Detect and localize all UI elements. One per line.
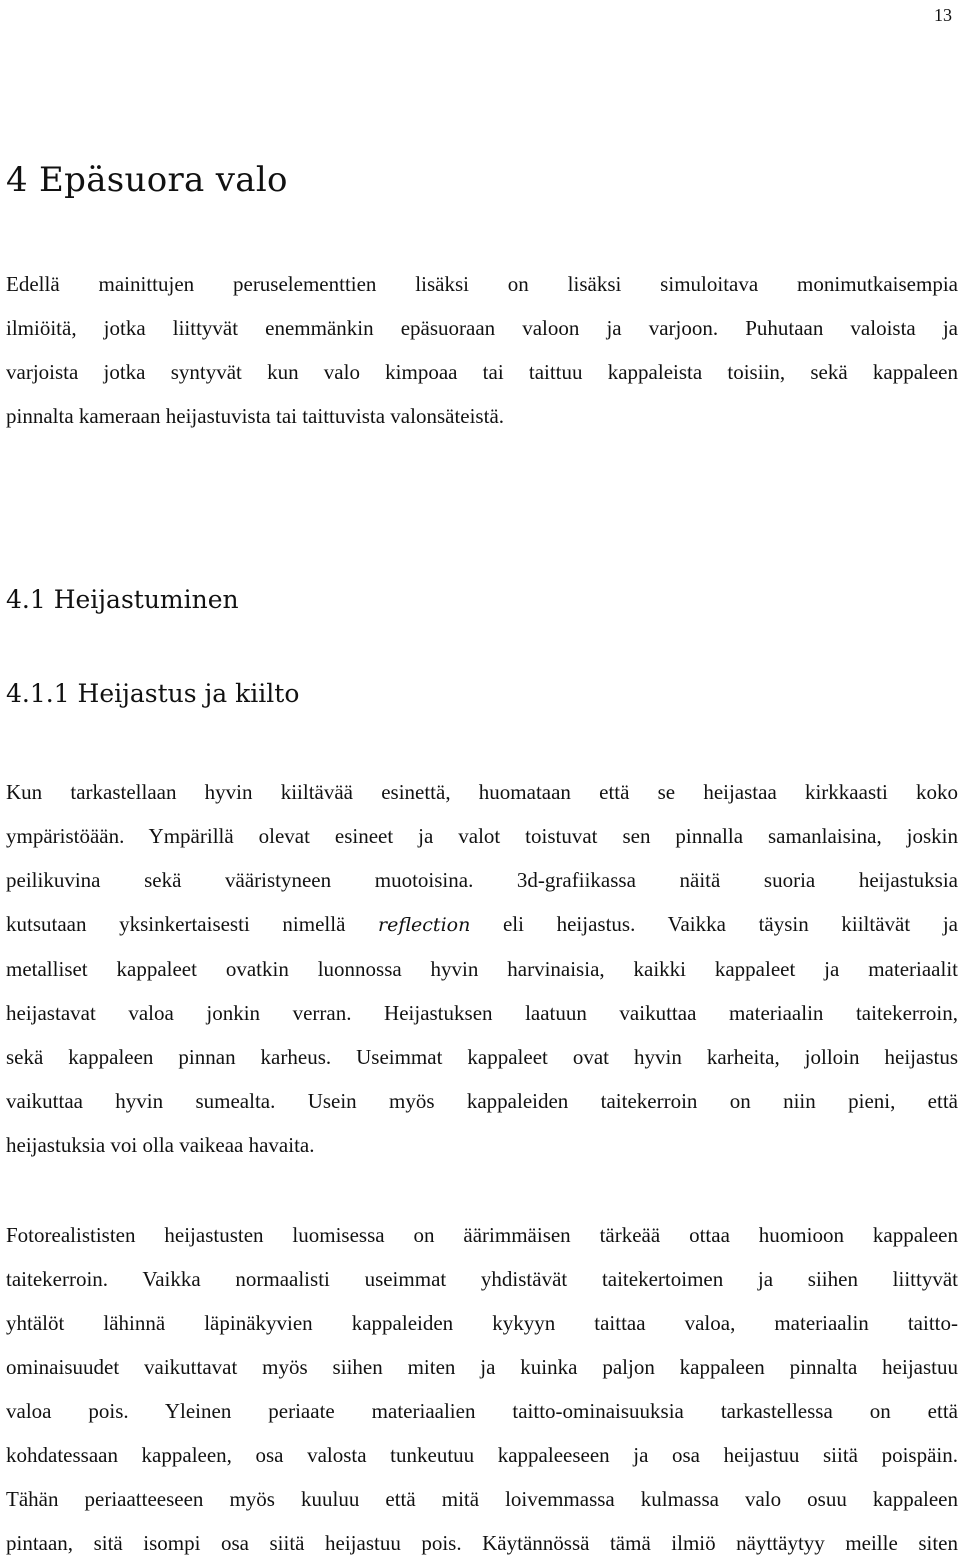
italic-term: reflection [378, 914, 471, 936]
paragraph-line: heijastavat valoa jonkin verran. Heijastuksen laatuun vaikuttaa materiaalin taitekerroin, [6, 1001, 958, 1025]
paragraph-line: metalliset kappaleet ovatkin luonnossa hyvin harvinaisia, kaikki kappaleet ja materiaalit [6, 957, 958, 981]
paragraph-line: ympäristöään. Ympärillä olevat esineet ja valot toistuvat sen pinnalla samanlaisina, joskin [6, 824, 958, 848]
paragraph-line: yhtälöt lähinnä läpinäkyvien kappaleiden kykyyn taittaa valoa, materiaalin taitto- [6, 1311, 958, 1335]
paragraph-line: Tähän periaatteeseen myös kuuluu että mitä loivemmassa kulmassa valo osuu kappaleen [6, 1487, 958, 1511]
paragraph-line: Kun tarkastellaan hyvin kiiltävää esinettä, huomataan että se heijastaa kirkkaasti koko [6, 780, 958, 804]
section-title: 4.1 Heijastuminen [6, 585, 239, 614]
intro-paragraph [6, 262, 958, 438]
intro-line: pinnalta kameraan heijastuvista tai taittuvista valonsäteistä. [6, 404, 505, 428]
paragraph-line: kohdatessaan kappaleen, osa valosta tunkeutuu kappaleeseen ja osa heijastuu siitä poispäin. [6, 1443, 958, 1467]
paragraph-line: valoa pois. Yleinen periaate materiaalien taitto-ominaisuuksia tarkastellessa on että [6, 1399, 958, 1423]
page-number: 13 [934, 5, 952, 25]
reflection-paragraph [6, 770, 958, 1167]
paragraph-line: vaikuttaa hyvin sumealta. Usein myös kappaleiden taitekerroin on niin pieni, että [6, 1089, 958, 1113]
intro-line: varjoista jotka syntyvät kun valo kimpoaa tai taittuu kappaleista toisiin, sekä kappaleen [6, 360, 958, 384]
line-text-after: eli heijastus. Vaikka täysin kiiltävät ja [470, 912, 958, 936]
intro-line: ilmiöitä, jotka liittyvät enemmänkin epäsuoraan valoon ja varjoon. Puhutaan valoista ja [6, 316, 958, 340]
intro-line: Edellä mainittujen peruselementtien lisäksi on lisäksi simuloitava monimutkaisempia [6, 272, 958, 296]
paragraph-line: peilikuvina sekä vääristyneen muotoisina. 3d-grafiikassa näitä suoria heijastuksia [6, 868, 958, 892]
paragraph-line: heijastuksia voi olla vaikeaa havaita. [6, 1133, 315, 1157]
refraction-paragraph [6, 1213, 958, 1565]
subsection-title: 4.1.1 Heijastus ja kiilto [6, 679, 300, 708]
line-text-before: kutsutaan yksinkertaisesti nimellä [6, 912, 379, 936]
paragraph-line: Fotorealististen heijastusten luomisessa on äärimmäisen tärkeää ottaa huomioon kappaleen [6, 1223, 958, 1247]
paragraph-line: taitekerroin. Vaikka normaalisti useimmat yhdistävät taitekertoimen ja siihen liittyvät [6, 1267, 958, 1291]
paragraph-line: sekä kappaleen pinnan karheus. Useimmat kappaleet ovat hyvin karheita, jolloin heijastus [6, 1045, 958, 1069]
chapter-title: 4 Epäsuora valo [6, 160, 288, 200]
paragraph-line: ominaisuudet vaikuttavat myös siihen miten ja kuinka paljon kappaleen pinnalta heijastuu [6, 1355, 958, 1379]
paragraph-line: pintaan, sitä isompi osa siitä heijastuu pois. Käytännössä tämä ilmiö näyttäytyy meille siten [6, 1531, 958, 1555]
paragraph-line-with-term [6, 902, 958, 947]
